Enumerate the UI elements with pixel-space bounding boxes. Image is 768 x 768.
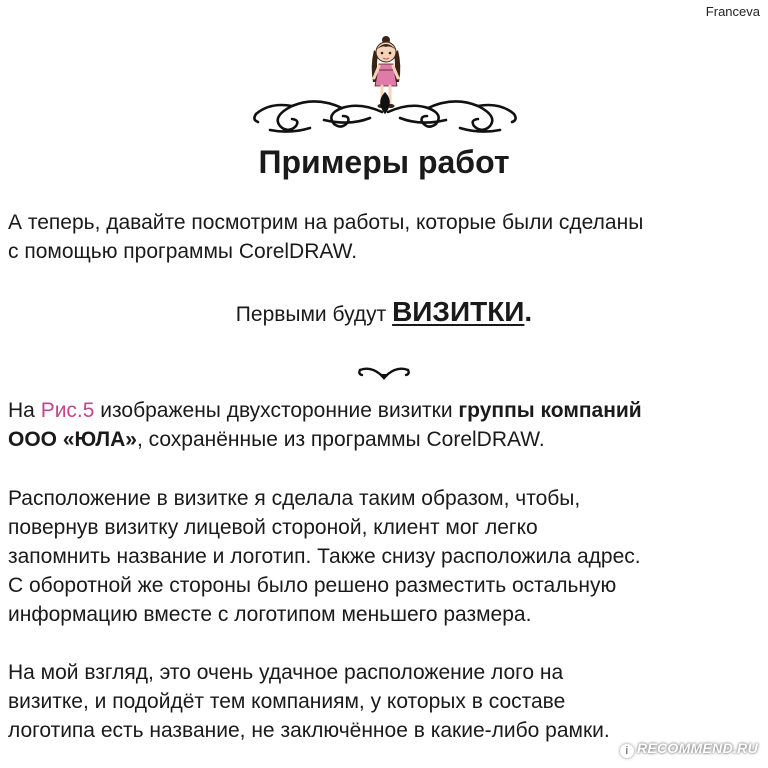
ornament-mini xyxy=(356,362,412,384)
first-heading xyxy=(0,296,768,328)
company-name: группы компаний xyxy=(458,399,642,422)
first-prefix: Первыми будут xyxy=(235,303,393,326)
ornament-flourish xyxy=(250,88,520,136)
first-suffix: . xyxy=(524,296,533,327)
watermark-text: RECOMMEND.RU xyxy=(636,740,758,756)
paragraph-3-line: На мой взгляд, это очень удачное расположение лого на xyxy=(8,661,564,684)
page-title: Примеры работ xyxy=(258,144,510,180)
site-watermark xyxy=(620,740,758,758)
company-name: ООО «ЮЛА» xyxy=(8,428,137,451)
author-name: Franceva xyxy=(705,4,760,19)
paragraph-1-line xyxy=(8,396,768,425)
p1-text: , сохранённые из программы CorelDRAW. xyxy=(136,428,545,451)
paragraph-1-line xyxy=(8,425,768,454)
paragraph-1 xyxy=(8,396,768,454)
figure-reference-link[interactable]: Рис.5 xyxy=(40,399,95,422)
paragraph-3-line: визитке, и подойдёт тем компаниям, у которых в составе xyxy=(8,690,566,713)
paragraph-2-line: повернув визитку лицевой стороной, клиент мог легко xyxy=(8,516,538,539)
paragraph-2 xyxy=(8,484,768,629)
paragraph-2-line: С оборотной же стороны было решено разместить остальную xyxy=(8,574,617,597)
paragraph-2-line: запомнить название и логотип. Также снизу расположила адрес. xyxy=(8,545,641,568)
intro-paragraph xyxy=(8,208,768,266)
recommend-logo-icon: i xyxy=(620,744,634,758)
intro-line: с помощью программы CorelDRAW. xyxy=(8,240,358,263)
first-emphasis: ВИЗИТКИ xyxy=(392,296,525,327)
p1-text: изображены двухсторонние визитки xyxy=(94,399,459,422)
intro-line: А теперь, давайте посмотрим на работы, которые были сделаны xyxy=(8,211,644,234)
p1-text: На xyxy=(8,399,41,422)
paragraph-3-line: логотипа есть название, не заключённое в какие-либо рамки. xyxy=(8,719,610,742)
paragraph-3 xyxy=(8,658,768,745)
paragraph-2-line: Расположение в визитке я сделала таким образом, чтобы, xyxy=(8,487,581,510)
paragraph-2-line: информацию вместе с логотипом меньшего размера. xyxy=(8,603,532,626)
